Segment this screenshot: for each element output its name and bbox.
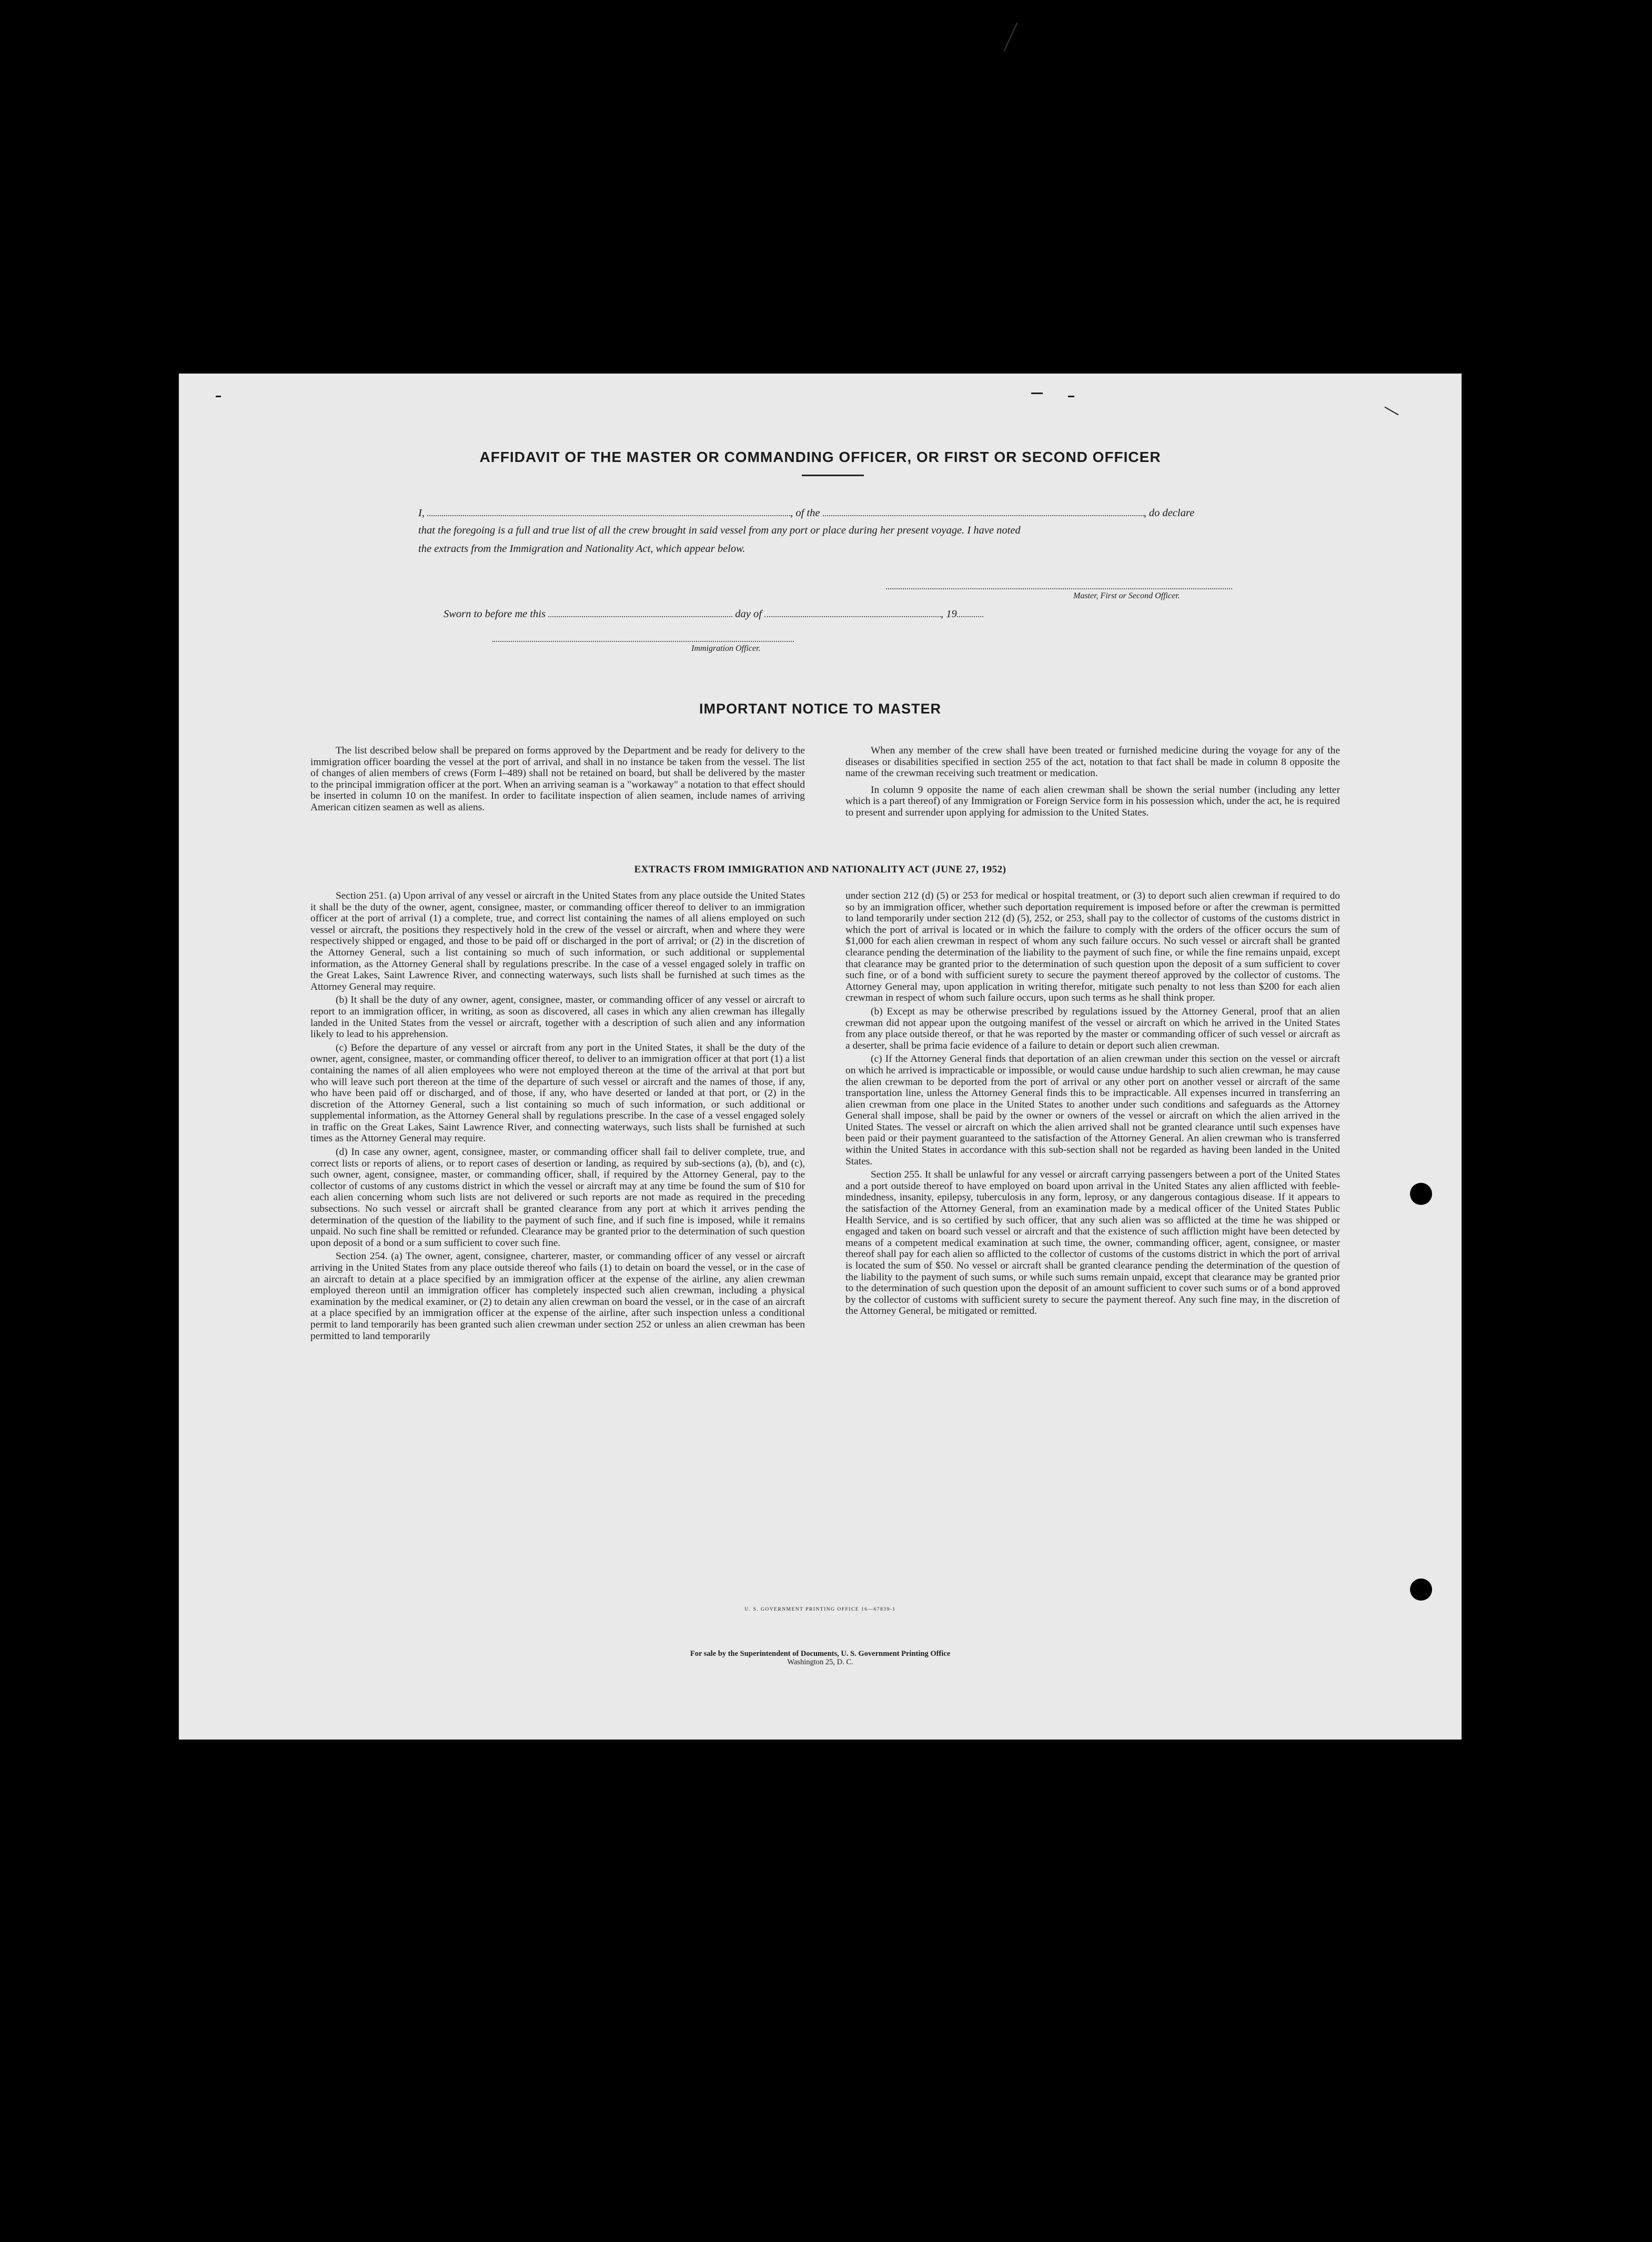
notice-title: IMPORTANT NOTICE TO MASTER [699,701,941,717]
extracts-left-column [310,890,805,1342]
immigration-officer-line[interactable] [492,641,794,642]
day-of-label: day of [735,608,762,620]
master-caption: Master, First or Second Officer. [1073,591,1180,600]
vessel-field[interactable] [823,506,1144,516]
immigration-caption: Immigration Officer. [691,644,761,653]
punch-hole [1410,1579,1432,1601]
decl-i: I, [418,507,425,519]
document-page [179,374,1462,1740]
notice-right-column [845,745,1340,819]
affidavit-title: AFFIDAVIT OF THE MASTER OR COMMANDING OFFICER, OR FIRST OR SECOND OFFICER [479,449,1161,465]
sworn-day-field[interactable] [548,607,732,617]
extract-paragraph: Section 254. (a) The owner, agent, consignee, charterer, master, or commanding officer of any vessel or aircraft arriving in the United States from any place outside thereof who fails (1) to detain on board the vessel, or in the case of an aircraft to detain at a place specified by an immigration officer at the expense of the airline, any alien crewman employed thereon until an immigration officer has completely inspected such alien crewman, including a physical examination by the medical examiner, or (2) to detain any alien crewman on board the vessel, or in the case of an aircraft at a place specified by an immigration officer at the expense of the airline, after such inspection unless a conditional permit to land temporarily has been granted such alien crewman under section 252 or unless an alien crewman has been permitted to land temporarily [310,1251,805,1342]
extract-paragraph: (b) Except as may be otherwise prescribed by regulations issued by the Attorney General, proof that an alien crewman did not appear upon the outgoing manifest of the vessel or aircraft on which he arrived in the United States from any place outside thereof, or that he was reported by the master or commanding officer of such vessel or aircraft as a deserter, shall be prima facie evidence of a failure to detain or deport such alien crewman. [845,1006,1340,1051]
extracts-title: EXTRACTS FROM IMMIGRATION AND NATIONALITY ACT (JUNE 27, 1952) [634,864,1006,875]
sworn-line [444,607,983,620]
extract-paragraph: (d) In case any owner, agent, consignee, master, or commanding officer shall fail to deliver complete, true, and correct lists or reports of aliens, or to report cases of desertion or landing, as required by sub-sections (a), (b), and (c), such owner, agent, consignee, master, or commanding officer, shall, if required by the Attorney General, pay to the collector of customs of any customs district in which the vessel or aircraft may at any time be found the sum of $10 for each alien concerning whom such lists are not delivered or such reports are not made as required in the preceding subsections. No such vessel or aircraft shall be granted clearance from any port at which it arrives pending the determination of the question of the liability to the payment of such fine, and if such fine is imposed, while it remains unpaid. No such fine shall be remitted or refunded. Clearance may be granted prior to the determination of such question upon deposit of a bond or a sum sufficient to cover such fine. [310,1147,805,1249]
master-signature-line[interactable] [886,588,1232,589]
year-prefix: , 19 [941,608,957,620]
extract-paragraph: under section 212 (d) (5) or 253 for medical or hospital treatment, or (3) to deport such alien crewman if required to do so by an immigration officer, whether such deportation requirement is imposed before or after the crewman is permitted to land temporarily under section 212 (d) (5), 252, or 253, shall pay to the collector of customs of the customs district in which the port of arrival is located or in which the failure to comply with the orders of the officer occurs the sum of $1,000 for each alien crewman in respect of whom any such failure occurs. No such vessel or aircraft shall be granted clearance pending the determination of the liability to the payment of such fine, or while the fine remains unpaid, except that clearance may be granted prior to the determination of such question upon the deposit of a sum sufficient to cover such fine, or of a bond with sufficient surety to secure the payment thereof approved by the collector of customs. The Attorney General may, upon application in writing therefor, mitigate such penalty to not less than $200 for each alien crewman in respect of whom such failure occurs, upon such terms as he shall think proper. [845,890,1340,1004]
declaration-line-2: that the foregoing is a full and true list of all the crew brought in said vessel from any port or place during her present voyage. I have noted [418,525,1021,536]
extracts-right-column [845,890,1340,1317]
scan-mark [1031,393,1043,394]
footer [179,1650,1462,1666]
scan-mark [216,396,221,397]
extract-paragraph: Section 255. It shall be unlawful for any vessel or aircraft carrying passengers between a port of the United States and a port outside thereof to have employed on board upon arrival in the United States any alien afflicted with feeble-mindedness, insanity, epilepsy, tuberculosis in any form, leprosy, or any dangerous contagious disease. If it appears to the satisfaction of the Attorney General, from an examination made by a medical officer of the United States Public Health Service, and is so certified by such officer, that any such alien was so afflicted at the time he was shipped or engaged and taken on board such vessel or aircraft and that the existence of such affliction might have been detected by means of a competent medical examination at such time, the owner, commanding officer, agent, consignee, or master thereof shall pay for each alien so afflicted to the collector of customs of the customs district in which the port of arrival is located the sum of $50. No vessel or aircraft shall be granted clearance pending the determination of the question of the liability to the payment of such sums, or while such sums remain unpaid, except that clearance may be granted prior to the determination of such question upon the deposit of an amount sufficient to cover such sums or of a bond approved by the collector of customs with sufficient surety to secure the payment thereof. Any such fine may, in the discretion of the Attorney General, be mitigated or remitted. [845,1169,1340,1317]
sworn-month-field[interactable] [764,607,941,617]
gpo-imprint: U. S. GOVERNMENT PRINTING OFFICE 16—67839-1 [744,1607,896,1612]
title-rule [802,475,864,476]
punch-hole [1410,1183,1432,1205]
notice-paragraph: When any member of the crew shall have been treated or furnished medicine during the voyage for any of the diseases or disabilities specified in section 255 of the act, notation to that fact shall be made in column 8 opposite the name of the crewman receiving such treatment or medication. [845,745,1340,779]
extract-paragraph: (c) Before the departure of any vessel or aircraft from any port in the United States, it shall be the duty of the owner, agent, consignee, master, or commanding officer thereof, to deliver to an immigration officer at that port (1) a list containing the names of all alien employees who were not employed thereon at the time of the arrival at that port but who will leave such port thereon at the time of the departure of such vessel or aircraft and the names of those, if any, who have been paid off or discharged, and of those, if any, who have deserted or landed at that port, or (2) in the discretion of the Attorney General, such a list containing so much of such information, or such additional or supplemental information, as the Attorney General shall by regulations prescribe. In the case of a vessel engaged solely in traffic on the Great Lakes, Saint Lawrence River, and connecting waterways, such lists shall be furnished at such times as the Attorney General may require. [310,1042,805,1144]
extract-paragraph: (b) It shall be the duty of any owner, agent, consignee, master, or commanding officer of any vessel or aircraft to report to an immigration officer, in writing, as soon as discovered, all cases in which any alien crewman has illegally landed in the United States from the vessel or aircraft, together with a description of such alien and any information likely to lead to his apprehension. [310,994,805,1040]
declaration-line-1 [418,506,1194,519]
notice-left-column [310,745,805,813]
decl-do-declare: , do declare [1143,507,1195,519]
scan-mark [1003,22,1018,51]
name-field[interactable] [427,506,790,516]
scan-mark [1068,396,1074,397]
sworn-year-field[interactable] [957,607,983,617]
scan-mark [1385,407,1399,416]
declaration-line-3: the extracts from the Immigration and Nationality Act, which appear below. [418,543,746,555]
extract-paragraph: (c) If the Attorney General finds that deportation of an alien crewman under this section on the vessel or aircraft on which he arrived is impracticable or impossible, or would cause undue hardship to such alien crewman, he may cause the alien crewman to be deported from the port of arrival or any other port on another vessel or aircraft of the same transportation line, unless the Attorney General finds this to be impracticable. All expenses incurred in transferring an alien crewman from one place in the United States to another under such conditions and safeguards as the Attorney General shall impose, shall be paid by the owner or owners of the vessel or aircraft on which the alien arrived in the United States. The vessel or aircraft on which the alien arrived shall not be granted clearance until such expenses have been paid or their payment guaranteed to the satisfaction of the Attorney General. An alien crewman who is transferred within the United States in accordance with this sub-section shall not be regarded as having been landed in the United States. [845,1053,1340,1167]
notice-paragraph: In column 9 opposite the name of each alien crewman shall be shown the serial number (including any letter which is a part thereof) of any Immigration or Foreign Service form in his possession which, under the act, he is required to present and surrender upon applying for admission to the United States. [845,784,1340,818]
footer-line-1: For sale by the Superintendent of Documents, U. S. Government Printing Office [690,1650,951,1658]
sworn-label: Sworn to before me this [444,608,546,620]
footer-line-2: Washington 25, D. C. [787,1658,853,1666]
notice-paragraph: The list described below shall be prepared on forms approved by the Department and be ready for delivery to the immigration officer boarding the vessel at the port of arrival, and shall in no instance be taken from the vessel. The list of changes of alien members of crews (Form I–489) shall not be retained on board, but shall be delivered by the master to the principal immigration officer at the port. When an arriving seaman is a "workaway" a notation to that effect should be inserted in column 10 on the manifest. In order to facilitate inspection of alien seamen, include names of arriving American citizen seamen as well as aliens. [310,745,805,813]
extract-paragraph: Section 251. (a) Upon arrival of any vessel or aircraft in the United States from any place outside the United States it shall be the duty of the owner, agent, consignee, master, or commanding officer thereof to deliver to an immigration officer at the port of arrival (1) a complete, true, and correct list containing the names of all aliens employed on such vessel or aircraft, the positions they respectively hold in the crew of the vessel or aircraft, when and where they were respectively shipped or engaged, and those to be paid off or discharged in the port of arrival; or (2) in the discretion of the Attorney General, such a list containing so much of such information, or such additional or supplemental information, as the Attorney General shall by regulations prescribe. In the case of a vessel engaged solely in traffic on the Great Lakes, Saint Lawrence River, and connecting waterways, such lists shall be furnished at such times as the Attorney General may require. [310,890,805,992]
decl-of-the: , of the [790,507,820,519]
